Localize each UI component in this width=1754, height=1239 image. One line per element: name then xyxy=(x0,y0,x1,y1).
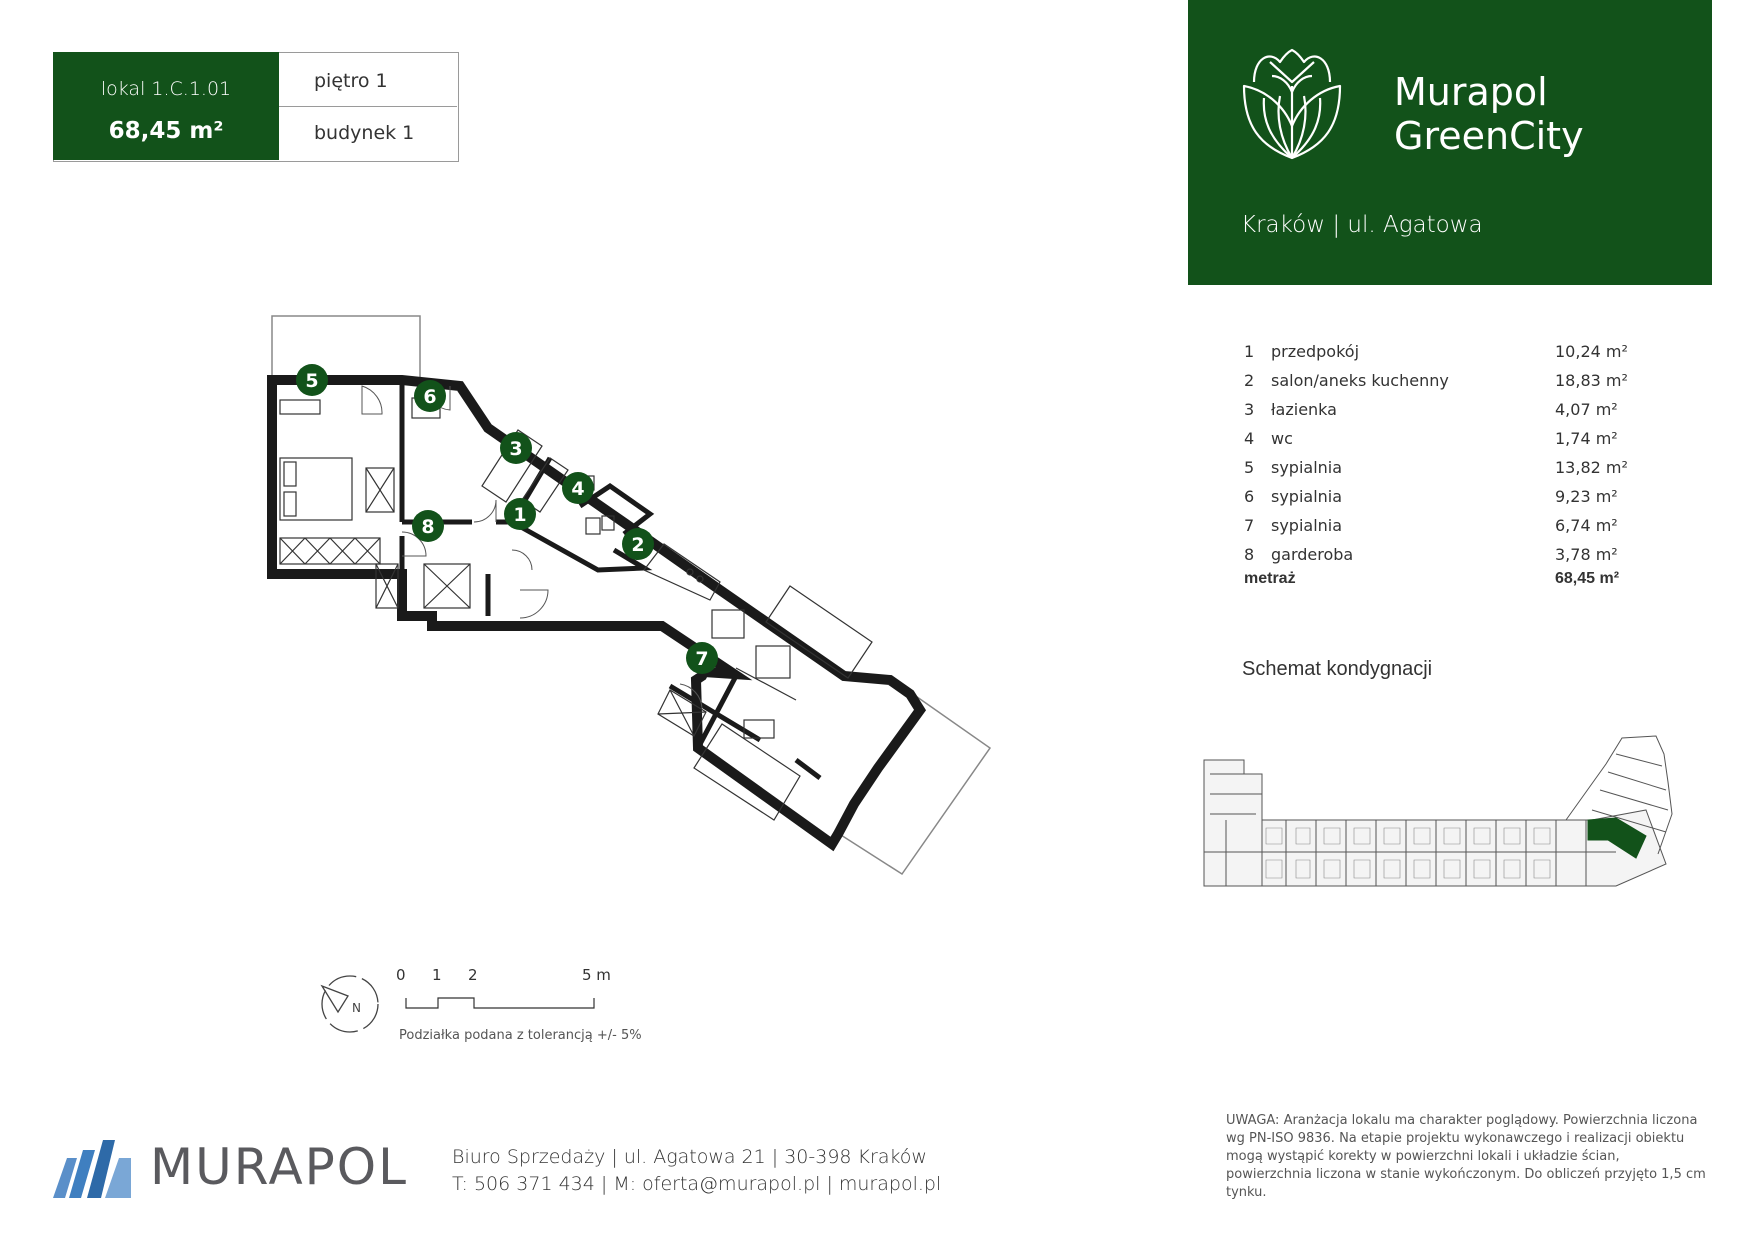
svg-text:3: 3 xyxy=(509,438,523,460)
scale-tick-label: 5 m xyxy=(582,966,611,984)
scale-tick-label: 0 xyxy=(396,966,406,984)
room-name: sypialnia xyxy=(1271,487,1343,506)
room-number: 3 xyxy=(1244,400,1255,419)
unit-building: budynek 1 xyxy=(314,122,415,144)
room-name: sypialnia xyxy=(1271,458,1343,477)
sales-office-contact: T: 506 371 434 | M: oferta@murapol.pl | murapol.pl xyxy=(452,1173,942,1195)
unit-area: 68,45 m² xyxy=(108,118,224,144)
total-label: metraż xyxy=(1244,570,1296,587)
unit-divider xyxy=(279,106,457,107)
room-area: 3,78 m² xyxy=(1555,545,1618,564)
room-number: 6 xyxy=(1244,487,1255,506)
scale-tick-label: 2 xyxy=(468,966,478,984)
room-area-table xyxy=(1244,342,1644,600)
svg-text:1: 1 xyxy=(513,504,527,526)
apartment-floor-plan xyxy=(250,300,1010,880)
brand-address: Kraków | ul. Agatowa xyxy=(1241,212,1483,238)
room-area: 13,82 m² xyxy=(1555,458,1628,477)
room-marker-6 xyxy=(414,380,446,412)
room-name: salon/aneks kuchenny xyxy=(1271,371,1449,390)
room-name: garderoba xyxy=(1271,545,1354,564)
floor-scheme-title: Schemat kondygnacji xyxy=(1242,658,1433,680)
room-name: wc xyxy=(1271,429,1293,448)
svg-text:8: 8 xyxy=(421,516,435,538)
brand-name-line1: Murapol xyxy=(1394,70,1548,114)
room-row xyxy=(1244,458,1644,487)
balcony-top xyxy=(272,316,420,380)
room-row xyxy=(1244,516,1644,545)
murapol-wordmark: MURAPOL xyxy=(150,1138,409,1196)
room-number: 2 xyxy=(1244,371,1255,390)
north-arrow-icon xyxy=(318,972,382,1036)
room-number: 8 xyxy=(1244,545,1255,564)
unit-floor: piętro 1 xyxy=(314,70,388,92)
floor-scheme-diagram xyxy=(1196,714,1716,894)
tulip-logo-icon xyxy=(1240,46,1344,164)
room-number: 5 xyxy=(1244,458,1255,477)
total-area: 68,45 m² xyxy=(1555,570,1620,587)
room-marker-8 xyxy=(412,510,444,542)
svg-text:4: 4 xyxy=(571,478,585,500)
room-name: sypialnia xyxy=(1271,516,1343,535)
room-row xyxy=(1244,487,1644,516)
svg-text:7: 7 xyxy=(695,648,709,670)
room-name: przedpokój xyxy=(1271,342,1360,361)
outer-wall xyxy=(272,380,920,844)
room-row xyxy=(1244,429,1644,458)
room-row xyxy=(1244,400,1644,429)
scale-tick-label: 1 xyxy=(432,966,442,984)
sales-office-address: Biuro Sprzedaży | ul. Agatowa 21 | 30-398 Kraków xyxy=(452,1146,927,1168)
room-area: 10,24 m² xyxy=(1555,342,1628,361)
brand-panel xyxy=(1188,0,1712,285)
room-marker-5 xyxy=(296,364,328,396)
room-area: 18,83 m² xyxy=(1555,371,1628,390)
svg-text:6: 6 xyxy=(423,386,437,408)
room-row xyxy=(1244,342,1644,371)
scale-note: Podziałka podana z tolerancją +/- 5% xyxy=(399,1028,642,1043)
scale-bar xyxy=(396,966,626,1014)
room-name: łazienka xyxy=(1271,400,1337,419)
room-area: 1,74 m² xyxy=(1555,429,1618,448)
room-number: 1 xyxy=(1244,342,1255,361)
room-number: 7 xyxy=(1244,516,1255,535)
room-area: 6,74 m² xyxy=(1555,516,1618,535)
svg-text:N: N xyxy=(352,1001,361,1015)
unit-id: lokal 1.C.1.01 xyxy=(100,78,232,100)
total-row xyxy=(1244,570,1644,600)
room-marker-7 xyxy=(686,642,718,674)
brand-name-line2: GreenCity xyxy=(1394,114,1584,158)
svg-text:5: 5 xyxy=(305,370,319,392)
room-marker-4 xyxy=(562,472,594,504)
murapol-logo-icon xyxy=(53,1140,131,1198)
room-marker-1 xyxy=(504,498,536,530)
room-number: 4 xyxy=(1244,429,1255,448)
room-marker-3 xyxy=(500,432,532,464)
room-area: 4,07 m² xyxy=(1555,400,1618,419)
svg-text:2: 2 xyxy=(631,534,645,556)
room-row xyxy=(1244,371,1644,400)
unit-summary-panel xyxy=(53,52,279,160)
room-marker-2 xyxy=(622,528,654,560)
room-area: 9,23 m² xyxy=(1555,487,1618,506)
disclaimer-note: UWAGA: Aranżacja lokalu ma charakter poglądowy. Powierzchnia liczona wg PN-ISO 9836. Na etapie projektu wykonawczego i realizacji obiektu mogą wystąpić korekty w powierzchni lokali i układzie ścian, powierzchnia liczona w stanie wykończonym. Do obliczeń przyjęto 1,5 cm tynku. xyxy=(1226,1113,1706,1200)
